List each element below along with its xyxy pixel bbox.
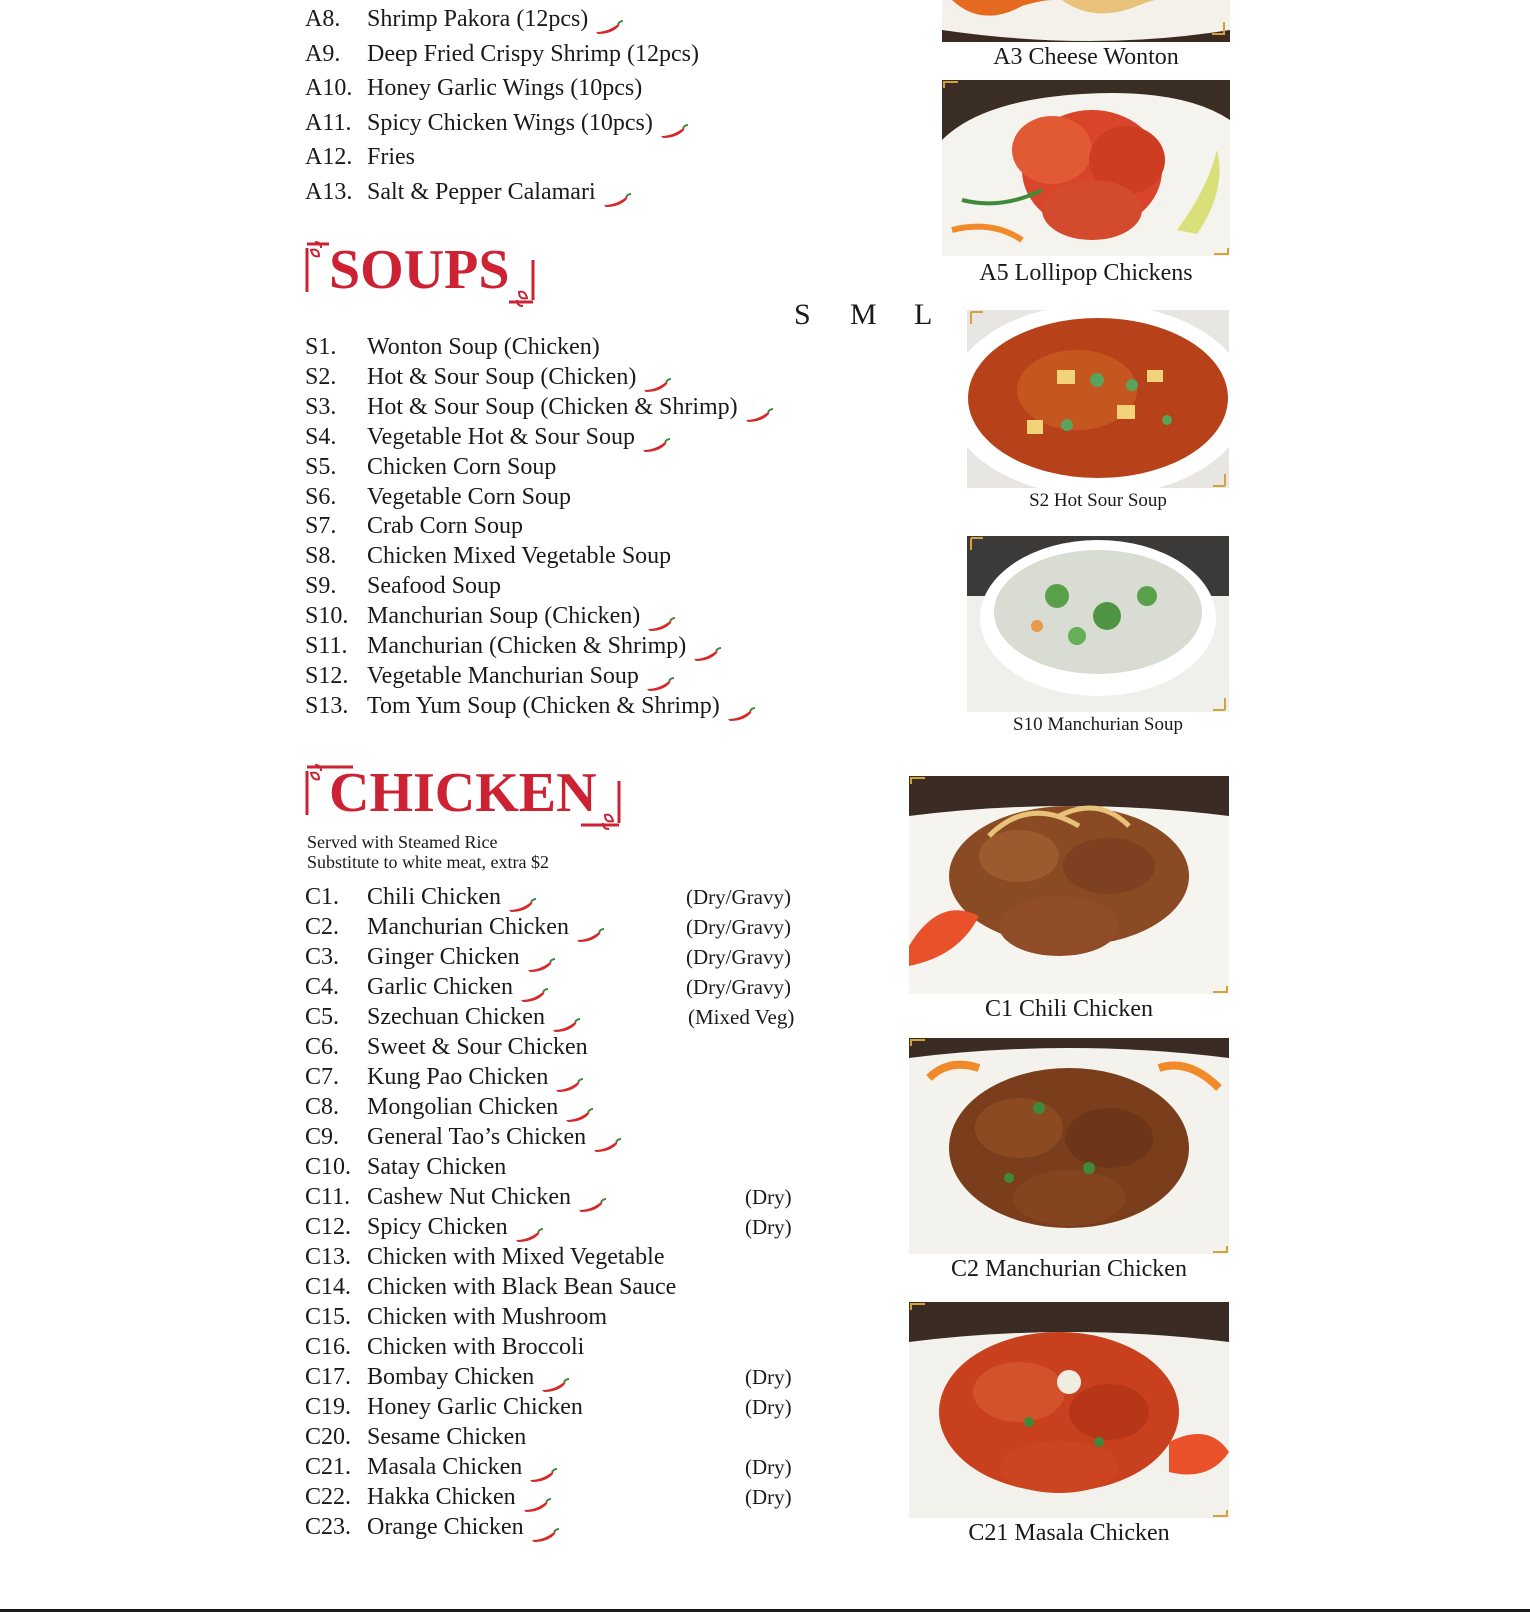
menu-item-name: Kung Pao Chicken [367,1064,549,1090]
menu-item-option: (Dry/Gravy) [686,885,791,909]
menu-item [305,511,523,541]
menu-item-name: Orange Chicken [367,1514,524,1540]
photo-hot-sour-soup [967,310,1229,488]
photo-caption: C21 Masala Chicken [968,1520,1170,1546]
chili-pepper-icon [726,699,756,713]
menu-item [305,392,774,422]
menu-item [305,142,415,172]
menu-item-name: Spicy Chicken [367,1214,508,1240]
menu-item-code: C1. [305,884,340,910]
menu-item-name: Tom Yum Soup (Chicken & Shrimp) [367,692,720,719]
menu-item-name: General Tao’s Chicken [367,1124,587,1150]
menu-item-code: S2. [305,363,337,390]
menu-item-name: Cashew Nut Chicken [367,1184,571,1210]
menu-item-code: C10. [305,1154,352,1180]
photo-cheese-wonton [942,0,1230,42]
menu-item-code: C5. [305,1004,340,1030]
photo-caption: C1 Chili Chicken [985,996,1153,1022]
menu-item-name: Hakka Chicken [367,1484,516,1510]
menu-item [305,1482,552,1512]
menu-item-code: C12. [305,1214,352,1240]
menu-item [305,482,571,512]
chili-pepper-icon [744,400,774,414]
menu-item-code: S3. [305,393,337,420]
photo-manchurian-soup [967,536,1229,712]
menu-item [305,1452,558,1482]
menu-item [305,1062,584,1092]
menu-item-code: C21. [305,1454,352,1480]
menu-item-name: Manchurian Soup (Chicken) [367,603,641,630]
menu-item-name: Masala Chicken [367,1454,523,1480]
chili-pepper-icon [526,950,556,964]
chili-pepper-icon [530,1520,560,1534]
chili-pepper-icon [507,890,537,904]
soups-heading [305,240,535,310]
chili-pepper-icon [514,1220,544,1234]
menu-item-option: (Mixed Veg) [688,1005,795,1029]
menu-item [305,332,600,362]
menu-item-code: A11. [305,109,352,136]
menu-item-option: (Dry/Gravy) [686,915,791,939]
menu-item-code: C16. [305,1334,352,1360]
menu-item-code: S1. [305,334,337,360]
menu-item-code: C7. [305,1064,340,1090]
menu-item [305,1212,544,1242]
menu-item-name: Honey Garlic Wings (10pcs) [367,75,643,102]
menu-item-code: S10. [305,603,349,630]
menu-item [305,1302,607,1332]
chicken-title: CHICKEN [329,762,597,824]
menu-item-code: C9. [305,1124,340,1150]
chili-pepper-icon [540,1370,570,1384]
menu-item-name: Chicken Mixed Vegetable Soup [367,543,672,570]
menu-item [305,571,501,601]
menu-item-code: S12. [305,662,349,689]
chili-pepper-icon [528,1460,558,1474]
menu-item [305,601,676,631]
menu-item-code: C19. [305,1394,352,1420]
menu-item [305,108,689,138]
menu-item-code: C3. [305,944,340,970]
size-label-m: M [850,298,877,331]
menu-item-code: C14. [305,1274,352,1300]
chili-pepper-icon [575,920,605,934]
menu-item [305,631,722,661]
menu-item-name: Sesame Chicken [367,1424,527,1450]
menu-item-name: Mongolian Chicken [367,1094,559,1120]
menu-item-code: A13. [305,179,353,205]
chili-pepper-icon [519,980,549,994]
chili-pepper-icon [592,1130,622,1144]
menu-item-option: (Dry) [745,1365,792,1389]
chili-pepper-icon [594,12,624,26]
menu-item [305,541,671,571]
menu-item-name: Chicken with Broccoli [367,1334,585,1360]
menu-item-code: A12. [305,144,353,171]
menu-item-code: S13. [305,692,349,719]
menu-item [305,691,756,721]
menu-item-code: A10. [305,75,353,102]
menu-item-code: S9. [305,573,337,600]
menu-item-option: (Dry) [745,1455,792,1479]
menu-item-name: Hot & Sour Soup (Chicken & Shrimp) [367,393,738,420]
menu-item-code: S7. [305,513,337,540]
menu-item-name: Chicken with Mixed Vegetable [367,1244,665,1270]
menu-item-name: Chili Chicken [367,884,501,910]
menu-item-name: Sweet & Sour Chicken [367,1034,588,1060]
menu-item [305,1512,560,1542]
menu-item-name: Spicy Chicken Wings (10pcs) [367,109,653,136]
chili-pepper-icon [577,1190,607,1204]
menu-item-name: Deep Fried Crispy Shrimp (12pcs) [367,40,699,67]
menu-item [305,882,537,912]
menu-item-code: C8. [305,1094,340,1120]
chili-pepper-icon [659,116,689,130]
menu-item-name: Ginger Chicken [367,944,520,970]
menu-item-code: C11. [305,1184,351,1210]
menu-item-option: (Dry) [745,1185,792,1209]
photo-manchurian-chicken [909,1038,1229,1254]
menu-item-name: Hot & Sour Soup (Chicken) [367,363,637,390]
photo-lollipop-chickens [942,80,1230,256]
menu-item [305,1362,570,1392]
photo-chili-chicken [909,776,1229,994]
photo-caption: S10 Manchurian Soup [1013,714,1183,735]
chili-pepper-icon [522,1490,552,1504]
menu-item [305,4,624,34]
menu-item-name: Salt & Pepper Calamari [367,179,596,205]
menu-item [305,1092,594,1122]
menu-item [305,1152,506,1182]
menu-item-code: C22. [305,1484,352,1510]
menu-item-name: Crab Corn Soup [367,513,523,540]
menu-item [305,972,549,1002]
menu-item-name: Vegetable Corn Soup [367,483,571,510]
menu-item-name: Chicken Corn Soup [367,453,557,480]
menu-item-name: Bombay Chicken [367,1364,535,1390]
menu-item-option: (Dry/Gravy) [686,945,791,969]
menu-item-code: C23. [305,1514,352,1540]
menu-item-code: S5. [305,453,337,480]
menu-item-code: S4. [305,423,337,450]
menu-item-code: S6. [305,483,337,510]
menu-item-code: C13. [305,1244,352,1270]
chili-pepper-icon [692,639,722,653]
menu-item-code: A9. [305,40,341,67]
menu-item-code: A8. [305,6,341,32]
menu-item [305,1392,583,1422]
photo-caption: A3 Cheese Wonton [993,44,1179,70]
chili-pepper-icon [602,185,632,199]
menu-item [305,661,675,691]
menu-item-name: Shrimp Pakora (12pcs) [367,6,589,32]
photo-masala-chicken [909,1302,1229,1518]
menu-item-name: Fries [367,144,415,171]
menu-item-name: Vegetable Manchurian Soup [367,662,639,689]
chili-pepper-icon [564,1100,594,1114]
menu-item [305,1032,588,1062]
menu-item-name: Chicken with Mushroom [367,1304,607,1330]
menu-item-name: Honey Garlic Chicken [367,1394,583,1420]
menu-item-name: Chicken with Black Bean Sauce [367,1274,677,1300]
menu-item-option: (Dry/Gravy) [686,975,791,999]
menu-item-name: Satay Chicken [367,1154,507,1180]
chili-pepper-icon [551,1010,581,1024]
menu-item-name: Manchurian (Chicken & Shrimp) [367,633,687,659]
menu-item [305,73,642,103]
menu-item [305,942,556,972]
menu-item [305,1332,584,1362]
menu-item-code: C15. [305,1304,352,1330]
menu-item [305,39,699,69]
chili-pepper-icon [645,669,675,683]
menu-item [305,1002,581,1032]
size-label-l: L [914,298,933,331]
menu-item [305,912,605,942]
chicken-note-rice: Served with Steamed Rice [307,832,498,852]
size-label-s: S [794,298,811,331]
menu-item-code: S8. [305,543,337,570]
menu-item-name: Wonton Soup (Chicken) [367,334,600,360]
menu-item [305,1272,676,1302]
menu-item-name: Seafood Soup [367,573,501,600]
chili-pepper-icon [642,370,672,384]
photo-caption: S2 Hot Sour Soup [1029,490,1167,511]
menu-item-option: (Dry) [745,1485,792,1509]
menu-item [305,1122,622,1152]
chicken-note-white-meat: Substitute to white meat, extra $2 [307,852,549,872]
menu-item [305,452,556,482]
menu-item-code: C2. [305,914,340,940]
photo-caption: A5 Lollipop Chickens [979,260,1193,286]
menu-item-name: Szechuan Chicken [367,1004,545,1030]
menu-item-code: S11. [305,633,348,659]
soups-title: SOUPS [329,239,510,301]
menu-item-code: C20. [305,1424,352,1450]
menu-item-option: (Dry) [745,1215,792,1239]
menu-item [305,177,632,207]
menu-item [305,362,672,392]
photo-caption: C2 Manchurian Chicken [951,1256,1187,1282]
chicken-heading [305,763,621,833]
menu-item [305,1182,607,1212]
menu-item-code: C17. [305,1364,352,1390]
menu-item [305,1422,526,1452]
menu-item-code: C4. [305,974,340,1000]
menu-item [305,422,671,452]
menu-item-option: (Dry) [745,1395,792,1419]
menu-item-code: C6. [305,1034,340,1060]
chili-pepper-icon [646,609,676,623]
menu-item-name: Manchurian Chicken [367,914,569,940]
chili-pepper-icon [554,1070,584,1084]
menu-item [305,1242,665,1272]
chili-pepper-icon [641,430,671,444]
menu-item-name: Vegetable Hot & Sour Soup [367,423,635,450]
menu-item-name: Garlic Chicken [367,974,513,1000]
